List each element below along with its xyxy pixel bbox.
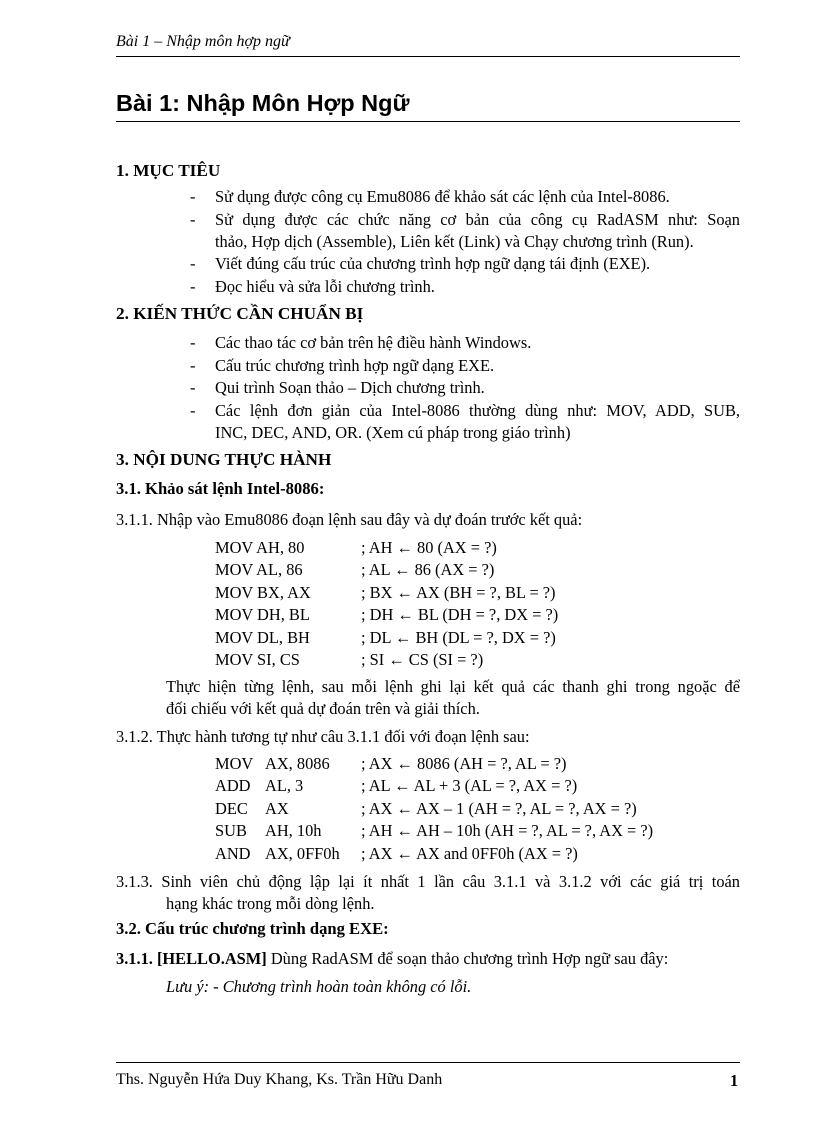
- list-item: Các thao tác cơ bản trên hệ điều hành Windows.: [215, 333, 532, 352]
- list-item: Viết đúng cấu trúc của chương trình hợp ngữ dạng tái định (EXE).: [215, 254, 651, 273]
- code-operands: AX, 8086: [265, 754, 330, 773]
- code-comment: ; BX ← AX (BH = ?, BL = ?): [361, 583, 556, 602]
- list-item: Sử dụng được công cụ Emu8086 để khảo sát các lệnh của Intel-8086.: [215, 187, 670, 206]
- code-opcode: SUB: [215, 821, 247, 840]
- step-intro: 3.1.1. Nhập vào Emu8086 đoạn lệnh sau đây và dự đoán trước kết quả:: [116, 510, 583, 529]
- step-label: 3.1.1. [HELLO.ASM]: [116, 949, 267, 968]
- section-heading-prerequisites: 2. KIẾN THỨC CẦN CHUẨN BỊ: [116, 304, 364, 323]
- code-comment: ; DH ← BL (DH = ?, DX = ?): [361, 605, 559, 624]
- bullet-dash: -: [190, 333, 196, 352]
- list-item: Đọc hiểu và sửa lỗi chương trình.: [215, 277, 435, 296]
- paragraph: hạng khác trong mỗi dòng lệnh.: [166, 894, 375, 913]
- bullet-dash: -: [190, 187, 196, 206]
- step-intro: 3.1.2. Thực hành tương tự như câu 3.1.1 đối với đoạn lệnh sau:: [116, 727, 530, 746]
- code-comment: ; AX ← AX and 0FF0h (AX = ?): [361, 844, 578, 863]
- code-comment: ; AX ← AX – 1 (AH = ?, AL = ?, AX = ?): [361, 799, 637, 818]
- code-comment: ; AL ← 86 (AX = ?): [361, 560, 495, 579]
- step-line: [116, 949, 668, 969]
- code-instruction: MOV SI, CS: [215, 650, 300, 669]
- code-instruction: MOV AH, 80: [215, 538, 305, 557]
- subsection-heading-instructions: 3.1. Khảo sát lệnh Intel-8086:: [116, 479, 325, 498]
- footer-authors: Ths. Nguyễn Hứa Duy Khang, Ks. Trần Hữu Danh: [116, 1071, 443, 1088]
- code-opcode: DEC: [215, 799, 248, 818]
- title-rule: [116, 121, 740, 122]
- bullet-dash: -: [190, 210, 196, 229]
- subsection-heading-exe-structure: 3.2. Cấu trúc chương trình dạng EXE:: [116, 919, 389, 938]
- code-operands: AL, 3: [265, 776, 304, 795]
- list-item: Qui trình Soạn thảo – Dịch chương trình.: [215, 378, 485, 397]
- bullet-dash: -: [190, 356, 196, 375]
- section-heading-practice: 3. NỘI DUNG THỰC HÀNH: [116, 450, 332, 469]
- code-comment: ; AX ← 8086 (AH = ?, AL = ?): [361, 754, 567, 773]
- header-rule: [116, 56, 740, 57]
- bullet-dash: -: [190, 401, 196, 420]
- list-item-continuation: INC, DEC, AND, OR. (Xem cú pháp trong giáo trình): [215, 423, 571, 442]
- paragraph: Thực hiện từng lệnh, sau mỗi lệnh ghi lại kết quả các thanh ghi trong ngoặc để: [166, 677, 740, 696]
- code-instruction: MOV BX, AX: [215, 583, 311, 602]
- code-comment: ; SI ← CS (SI = ?): [361, 650, 484, 669]
- note: Lưu ý: - Chương trình hoàn toàn không có lỗi.: [166, 977, 472, 996]
- bullet-dash: -: [190, 378, 196, 397]
- list-item: Các lệnh đơn giản của Intel-8086 thường dùng như: MOV, ADD, SUB,: [215, 401, 740, 420]
- bullet-dash: -: [190, 277, 196, 296]
- code-instruction: MOV DL, BH: [215, 628, 310, 647]
- code-operands: AX: [265, 799, 289, 818]
- code-opcode: ADD: [215, 776, 251, 795]
- code-opcode: MOV: [215, 754, 254, 773]
- list-item-continuation: thảo, Hợp dịch (Assemble), Liên kết (Link) và Chạy chương trình (Run).: [215, 232, 694, 251]
- code-instruction: MOV DH, BL: [215, 605, 310, 624]
- code-operands: AX, 0FF0h: [265, 844, 340, 863]
- code-comment: ; AH ← AH – 10h (AH = ?, AL = ?, AX = ?): [361, 821, 654, 840]
- code-comment: ; DL ← BH (DL = ?, DX = ?): [361, 628, 556, 647]
- code-comment: ; AH ← 80 (AX = ?): [361, 538, 497, 557]
- code-operands: AH, 10h: [265, 821, 322, 840]
- step-text: Dùng RadASM để soạn thảo chương trình Hợp ngữ sau đây:: [266, 949, 669, 968]
- bullet-dash: -: [190, 254, 196, 273]
- code-comment: ; AL ← AL + 3 (AL = ?, AX = ?): [361, 776, 578, 795]
- page-title: Bài 1: Nhập Môn Hợp Ngữ: [116, 90, 410, 116]
- list-item: Sử dụng được các chức năng cơ bản của công cụ RadASM như: Soạn: [215, 210, 740, 229]
- running-header: Bài 1 – Nhập môn hợp ngữ: [116, 33, 290, 50]
- paragraph: 3.1.3. Sinh viên chủ động lập lại ít nhất 1 lần câu 3.1.1 và 3.1.2 với các giá trị toán: [116, 872, 740, 891]
- code-instruction: MOV AL, 86: [215, 560, 303, 579]
- code-opcode: AND: [215, 844, 251, 863]
- page-number: 1: [730, 1071, 739, 1090]
- paragraph: đối chiếu với kết quả dự đoán trên và giải thích.: [166, 699, 480, 718]
- list-item: Cấu trúc chương trình hợp ngữ dạng EXE.: [215, 356, 495, 375]
- section-heading-objectives: 1. MỤC TIÊU: [116, 161, 221, 180]
- footer-rule: [116, 1062, 740, 1063]
